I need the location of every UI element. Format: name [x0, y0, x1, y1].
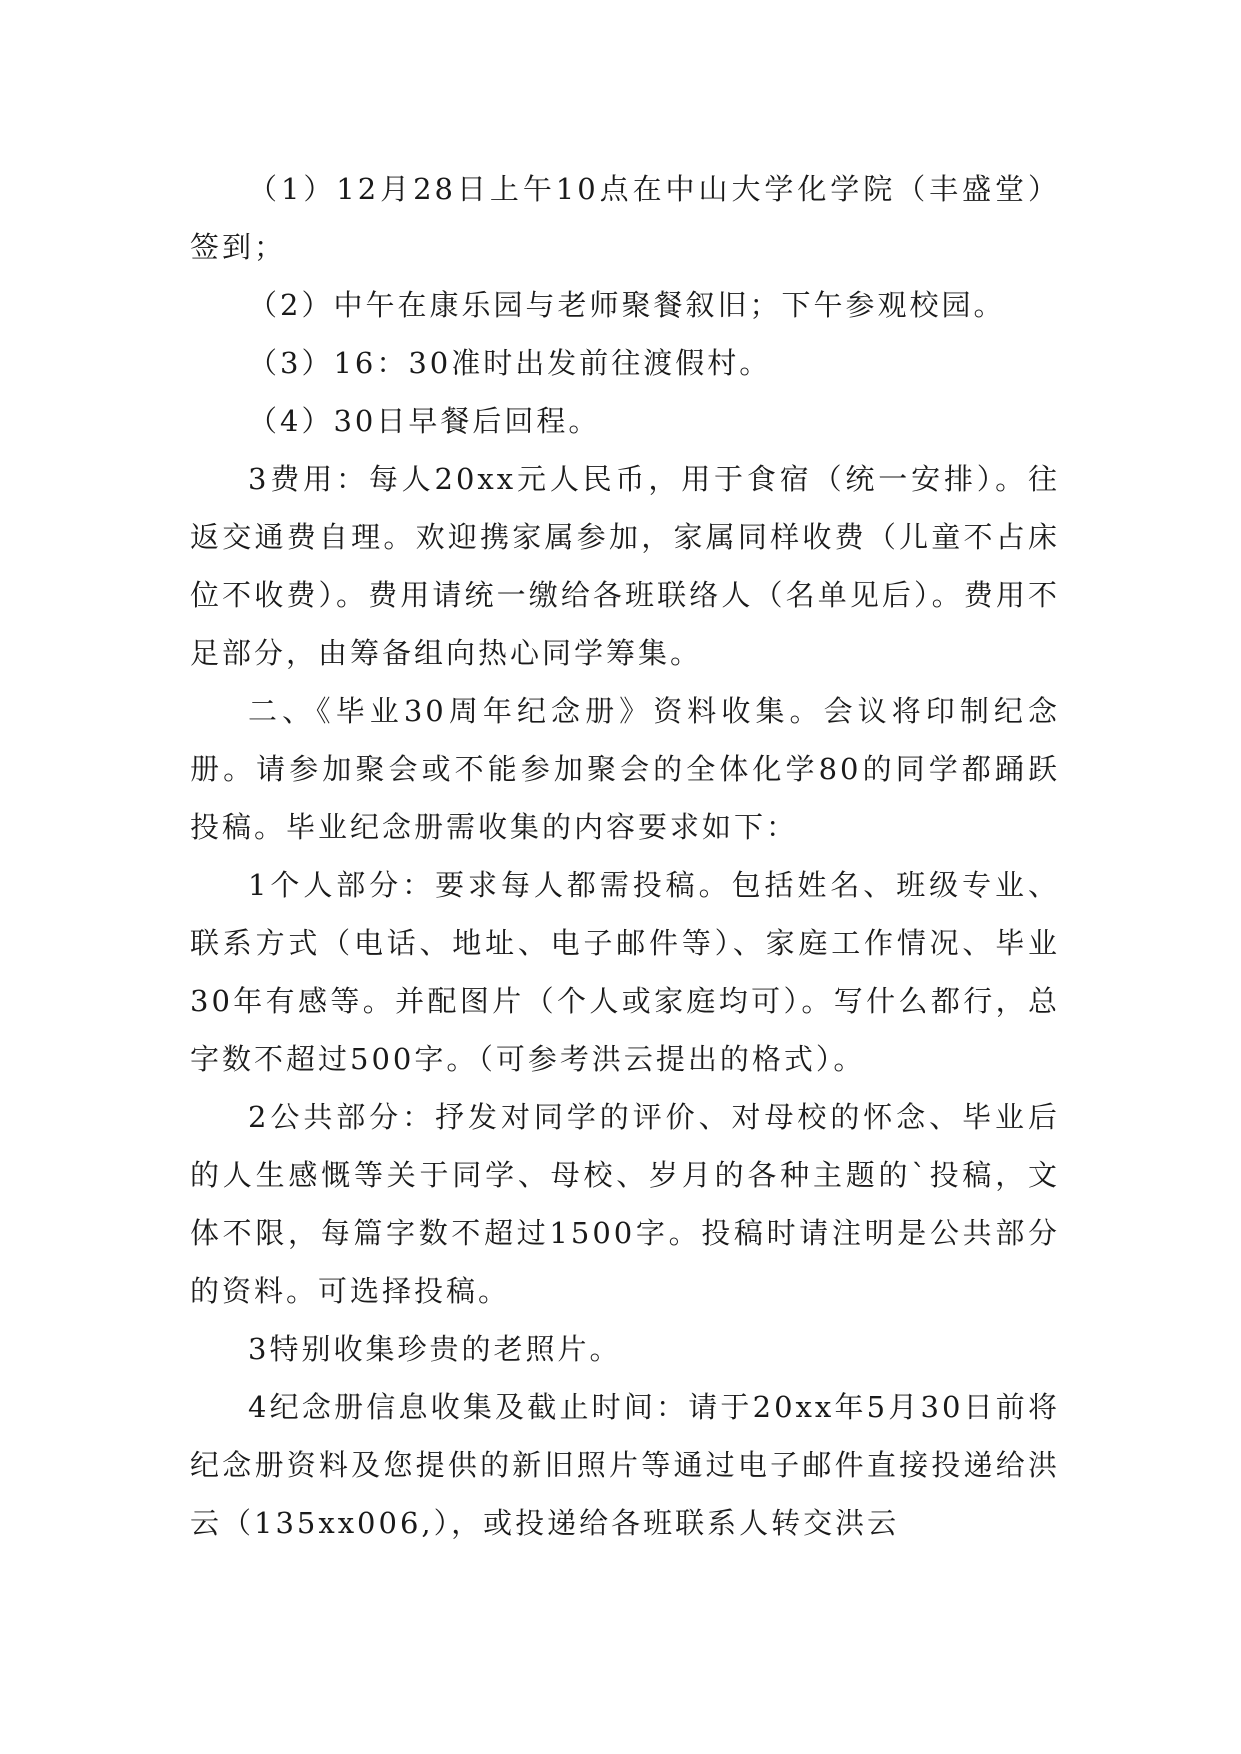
paragraph-public-part: 2公共部分：抒发对同学的评价、对母校的怀念、毕业后的人生感慨等关于同学、母校、岁月的各种主题的`投稿，文体不限，每篇字数不超过1500字。投稿时请注明是公共部分的资料。可选择投稿。 [190, 1100, 1060, 1308]
paragraph-schedule-2: （2）中午在康乐园与老师聚餐叙旧；下午参观校园。 [248, 288, 1006, 322]
paragraph-fees: 3费用：每人20xx元人民币，用于食宿（统一安排）。往返交通费自理。欢迎携家属参加，家属同样收费（儿童不占床位不收费）。费用请统一缴给各班联络人（名单见后）。费用不足部分，由筹备组向热心同学筹集。 [190, 462, 1060, 670]
paragraph-deadline: 4纪念册信息收集及截止时间：请于20xx年5月30日前将纪念册资料及您提供的新旧照片等通过电子邮件直接投递给洪云（135xx006,），或投递给各班联系人转交洪云 [190, 1390, 1060, 1540]
paragraph-old-photos: 3特别收集珍贵的老照片。 [248, 1332, 622, 1366]
paragraph-schedule-4: （4）30日早餐后回程。 [248, 404, 601, 438]
document-body [190, 160, 1060, 1552]
paragraph-yearbook-section: 二、《毕业30周年纪念册》资料收集。会议将印制纪念册。请参加聚会或不能参加聚会的全体化学80的同学都踊跃投稿。毕业纪念册需收集的内容要求如下： [190, 694, 1060, 844]
paragraph-schedule-3: （3）16：30准时出发前往渡假村。 [248, 346, 772, 380]
paragraph-personal-part: 1个人部分：要求每人都需投稿。包括姓名、班级专业、联系方式（电话、地址、电子邮件等）、家庭工作情况、毕业30年有感等。并配图片（个人或家庭均可）。写什么都行，总字数不超过500字。（可参考洪云提出的格式）。 [190, 868, 1060, 1076]
paragraph-schedule-1: （1）12月28日上午10点在中山大学化学院（丰盛堂）签到； [190, 172, 1060, 264]
